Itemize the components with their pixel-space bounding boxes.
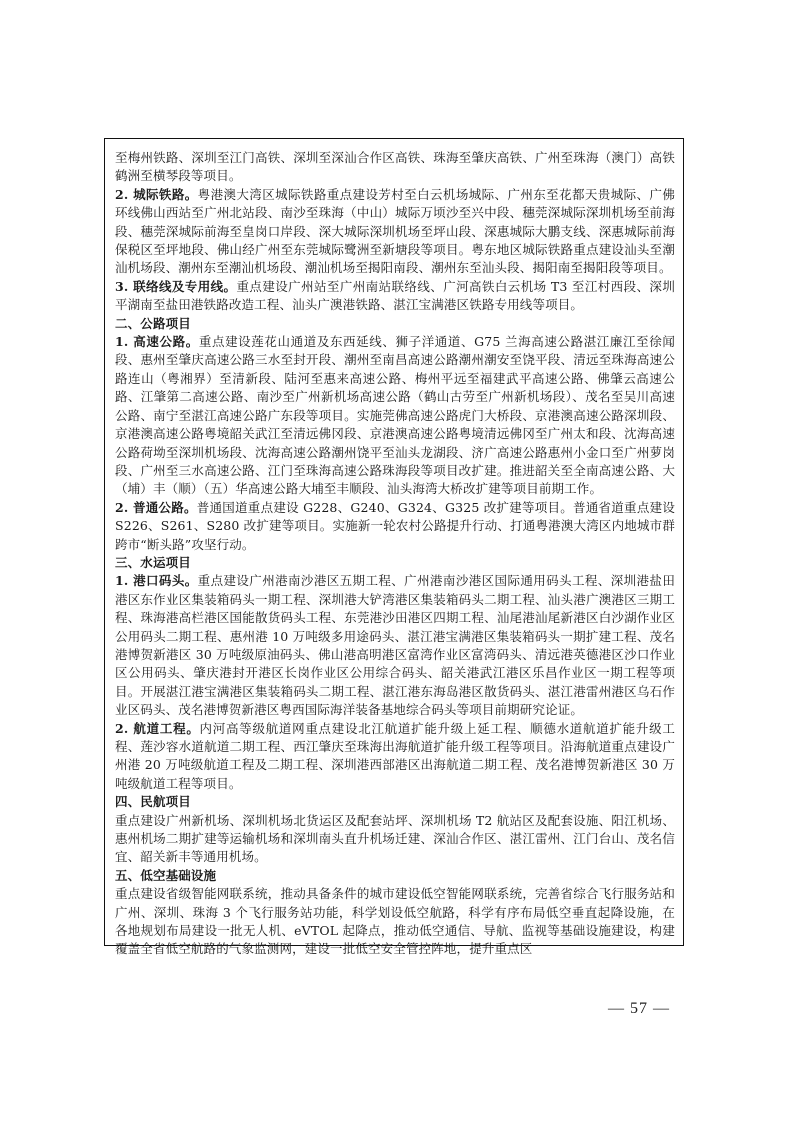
- item-lead: 1. 港口码头。: [115, 573, 198, 589]
- section-heading: 二、公路项目: [115, 315, 191, 331]
- numbered-paragraph: [115, 186, 675, 278]
- item-lead: 2. 普通公路。: [115, 499, 197, 515]
- item-text: 重点建设广州港南沙港区五期工程、广州港南沙港区国际通用码头工程、深圳港盐田港区东作业区集装箱码头一期工程、深圳港大铲湾港区集装箱码头二期工程、汕头港广澳港区三期工程、珠海港高栏港区国能散货码头工程、东莞港沙田港区四期工程、汕尾港汕尾新港区白沙湖作业区公用码头二期工程、惠州港 10 万吨级多用途码头、湛江港宝满港区集装箱码头一期扩建工程、茂名港博贺新港区 30 万吨级原油码头、佛山港高明港区富湾作业区富湾码头、清远港英德港区沙口作业区公用码头、肇庆港封开港区长岗作业区公用综合码头、韶关港武江港区乐昌作业区一期工程等项目。开展湛江港宝满港区集装箱码头二期工程、湛江港东海岛港区散货码头、湛江港雷州港区乌石作业区码头、茂名港博贺新港区粤西国际海洋装备基地综合码头等项目前期研究论证。: [115, 573, 675, 718]
- body-paragraph: 重点建设广州新机场、深圳机场北货运区及配套站坪、深圳机场 T2 航站区及配套设施、阳江机场、惠州机场二期扩建等运输机场和深圳南头直升机场迁建、深汕合作区、湛江雷州、江门台山、茂名信宜、韶关新丰等通用机场。: [115, 812, 675, 865]
- body-paragraph: 重点建设省级智能网联系统，推动具备条件的城市建设低空智能网联系统，完善省综合飞行服务站和广州、深圳、珠海 3 个飞行服务站功能，科学划设低空航路，科学有序布局低空垂直起降设施，在各地规划布局建设一批无人机、eVTOL 起降点，推动低空通信、导航、监视等基础设施建设，构建覆盖全省低空航路的气象监测网，建设一批低空安全管控阵地，提升重点区: [115, 886, 675, 957]
- item-lead: 2. 城际铁路。: [115, 186, 198, 202]
- item-text: 重点建设莲花山通道及东西延线、狮子洋通道、G75 兰海高速公路湛江廉江至徐闻段、惠州至肇庆高速公路三水至封开段、潮州至南昌高速公路潮州潮安至饶平段、清远至珠海高速公路连山（粤湘界）至清新段、陆河至惠来高速公路、梅州平远至福建武平高速公路、佛肇云高速公路、江肇第二高速公路、南沙至广州新机场高速公路（鹤山古劳至广州新机场段）、茂名至吴川高速公路、南宁至湛江高速公路广东段等项目。实施莞佛高速公路虎门大桥段、京港澳高速公路深圳段、京港澳高速公路粤境韶关武江至清远佛冈段、京港澳高速公路粤境清远佛冈至广州太和段、沈海高速公路荷坳至深圳机场段、沈海高速公路潮州饶平至汕头龙湖段、济广高速公路惠州小金口至广州萝岗段、广州至三水高速公路、江门至珠海高速公路珠海段等项目改扩建。推进韶关至全南高速公路、大（埔）丰（顺）（五）华高速公路大埔至丰顺段、汕头海湾大桥改扩建等项目前期工作。: [115, 334, 675, 497]
- item-text: 内河高等级航道网重点建设北江航道扩能升级上延工程、顺德水道航道扩能升级工程、莲沙容水道航道二期工程、西江肇庆至珠海出海航道扩能升级工程等项目。沿海航道重点建设广州港 20 万吨级航道工程及二期工程、深圳港西部港区出海航道二期工程、茂名港博贺新港区 30 万吨级航道工程等项目。: [115, 720, 675, 791]
- item-text: 重点建设广州站至广州南站联络线、广河高铁白云机场 T3 至江村西段、深圳平湖南至盐田港铁路改造工程、汕头广澳港铁路、湛江宝满港区铁路专用线等项目。: [115, 278, 675, 313]
- numbered-paragraph: [115, 278, 675, 315]
- item-lead: 1. 高速公路。: [115, 334, 199, 350]
- numbered-paragraph: [115, 333, 675, 499]
- section-heading: 三、水运项目: [115, 554, 191, 570]
- item-text: 普通国道重点建设 G228、G240、G324、G325 改扩建等项目。普通省道重点建设 S226、S261、S280 改扩建等项目。实施新一轮农村公路提升行动、打通粤港澳大湾区内地城市群跨市“断头路”攻坚行动。: [115, 499, 675, 552]
- item-lead: 2. 航道工程。: [115, 720, 200, 736]
- section-heading: 四、民航项目: [115, 794, 191, 810]
- page-number: — 57 —: [608, 1000, 670, 1017]
- body-paragraph: 至梅州铁路、深圳至江门高铁、深圳至深汕合作区高铁、珠海至肇庆高铁、广州至珠海（澳门）高铁鹤洲至横琴段等项目。: [115, 150, 675, 184]
- numbered-paragraph: [115, 499, 675, 554]
- content-frame: [104, 138, 684, 957]
- numbered-paragraph: [115, 720, 675, 794]
- numbered-paragraph: [115, 572, 675, 719]
- item-lead: 3. 联络线及专用线。: [115, 278, 237, 294]
- section-heading: 五、低空基础设施: [115, 867, 217, 883]
- item-text: 粤港澳大湾区城际铁路重点建设芳村至白云机场城际、广州东至花都天贵城际、广佛环线佛山西站至广州北站段、南沙至珠海（中山）城际万顷沙至兴中段、穗莞深城际深圳机场至前海段、穗莞深城际前海至皇岗口岸段、深大城际深圳机场至坪山段、深惠城际大鹏支线、深惠城际前海保税区至坪地段、佛山经广州至东莞城际鹭洲至新塘段等项目。粤东地区城际铁路重点建设汕头至潮汕机场段、潮州东至潮汕机场段、潮汕机场至揭阳南段、潮州东至汕头段、揭阳南至揭阳段等项目。: [115, 186, 675, 276]
